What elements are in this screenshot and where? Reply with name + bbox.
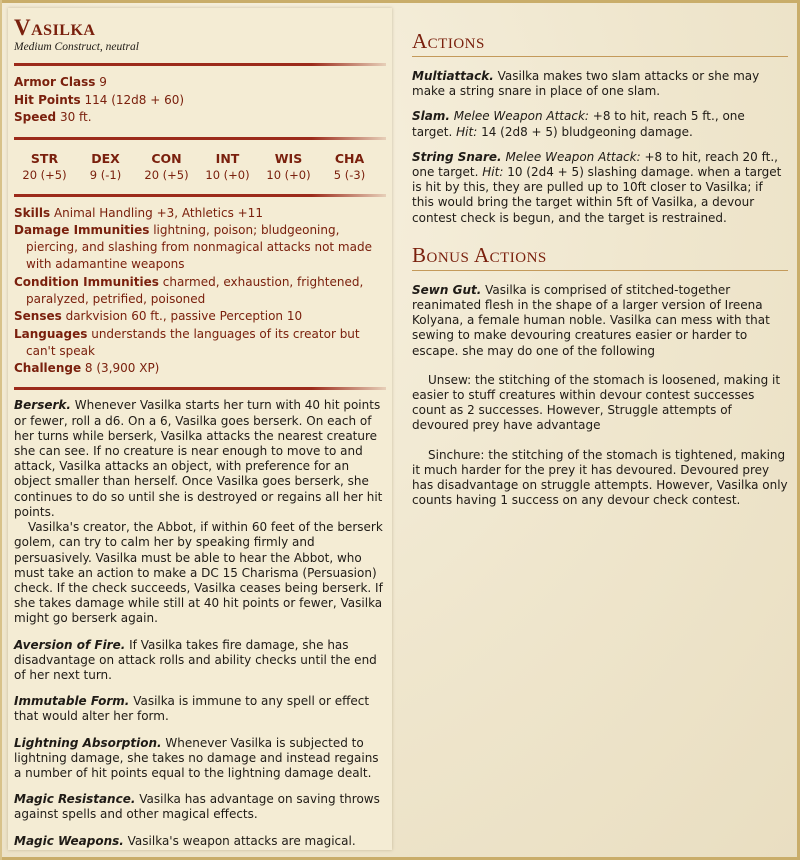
trait-lightning-absorption [14,736,386,782]
trait-extra: Vasilka's creator, the Abbot, if within 60 feet of the berserk golem, can try to calm her by speaking firmly and persuasively. Vasilka must be able to hear the Abbot, who must take an action to make a DC 15 Charisma (Persuasion) check. If the check succeeds, Vasilka ceases being berserk. If she takes damage while still at 40 hit points or fewer, Vasilka might go berserk again. [14,520,383,626]
trait-name: Magic Weapons. [14,833,124,848]
action-name: Multiattack. [412,69,494,83]
trait-name: Aversion of Fire. [14,637,126,652]
action-name: String Snare. [412,149,502,164]
challenge-value: 8 (3,900 XP) [84,361,160,376]
trait-immutable-form [14,694,386,724]
bonus-sewn-gut [412,283,788,359]
armor-class [14,74,386,92]
skills-label: Skills [14,205,51,220]
actions-heading: Actions [412,29,485,53]
heading-rule [412,270,788,271]
condition-immunities-value: charmed, exhaustion, frightened, paralyzed, petrified, poisoned [26,274,364,306]
frame-top-border [0,0,800,3]
hit-label: Hit: [482,165,504,180]
languages-value: understands the languages of its creator but can't speak [26,326,360,358]
bonus-sinchure: Sinchure: the stitching of the stomach is tightened, making it much harder for the prey it has devoured. Devoured prey has disadvantage on struggle attempts. However, Vasilka only counts having 1 success on any devour check contest. [412,447,788,508]
trait-text: If Vasilka takes fire damage, she has disadvantage on attack rolls and ability checks until the end of her next turn. [14,637,377,682]
ability-score: 20 (+5) [22,167,67,182]
condition-immunities-label: Condition Immunities [14,274,159,289]
trait-berserk [14,398,386,626]
hit-points-value: 114 (12d8 + 60) [84,92,185,107]
bonus-unsew: Unsew: the stitching of the stomach is loosened, making it easier to stuff creatures within devour contest successes count as 2 successes. However, Struggle attempts of devoured prey have advantage [412,372,781,433]
hit-details: 14 (2d8 + 5) bludgeoning damage. [481,124,693,139]
trait-text: Whenever Vasilka is subjected to lightning damage, she takes no damage and instead regains a number of hit points equal to the lightning damage dealt. [14,735,379,780]
ability-key: CON [151,150,182,166]
damage-immunities-label: Damage Immunities [14,222,150,237]
trait-text: Vasilka is immune to any spell or effect that would alter her form. [14,694,370,724]
action-string-snare [412,150,788,226]
hit-details: 10 (2d4 + 5) slashing damage. when a target is hit by this, they are pulled up to 10ft closer to Vasilka; if this would bring the target within 5ft of Vasilka, a devour contest check is begun, and the target is restrained. [412,165,782,225]
ability-key: DEX [91,150,120,166]
action-name: Slam. [412,109,450,124]
ability-key: INT [215,150,240,166]
divider [14,387,386,390]
senses-label: Senses [14,309,62,324]
damage-immunities-value: lightning, poison; bludgeoning, piercing, and slashing from nonmagical attacks not made with adamantine weapons [26,222,372,272]
divider [14,194,386,197]
condition-immunities [14,274,386,309]
trait-name: Magic Resistance. [14,792,136,807]
speed-value: 30 ft. [59,110,92,124]
trait-magic-weapons [14,834,386,849]
trait-name: Immutable Form. [14,694,130,709]
ability-score: 10 (+0) [205,167,250,182]
divider [14,137,386,140]
skills [14,205,386,222]
attack-type: Melee Weapon Attack: [453,109,589,124]
ability-key: STR [30,150,59,166]
trait-text: Whenever Vasilka starts her turn with 40 hit points or fewer, roll a d6. On a 6, Vasilka goes berserk. On each of her turns while berserk, Vasilka attacks the nearest creature she can see. If no creature is near enough to move to and attack, Vasilka attacks an object, with preference for an object smaller than herself. Once Vasilka goes berserk, she continues to do so until she is destroyed or regains all her hit points. [14,398,383,519]
action-multiattack [412,69,788,99]
heading-rule [412,56,788,57]
challenge [14,360,386,377]
ability-score: 9 (-1) [89,167,122,182]
damage-immunities [14,222,386,274]
monster-name: Vasilka [14,15,96,40]
ability-key: WIS [274,150,303,166]
trait-text: Vasilka has advantage on saving throws against spells and other magical effects. [14,792,380,822]
divider [14,63,386,66]
attack-type: Melee Weapon Attack: [505,149,641,164]
ability-cha [319,150,380,184]
speed [14,109,386,127]
trait-name: Lightning Absorption. [14,735,162,750]
ability-str [14,150,75,184]
right-column [412,30,788,508]
bonus-actions-heading: Bonus Actions [412,242,547,267]
ability-dex [75,150,136,184]
frame-left-border [0,0,2,860]
trait-aversion-of-fire [14,638,386,684]
ability-score: 5 (-3) [333,167,366,182]
ability-score: 10 (+0) [266,167,311,182]
bonus-text: Vasilka is comprised of stitched-together reanimated flesh in the shape of a larger version of Ireena Kolyana, a female human noble. Vasilka can mess with that sewing to make devouring creatures easier or harder to escape. she may do one of the following [412,282,770,358]
hit-label: Hit: [456,124,478,139]
languages-label: Languages [14,326,88,341]
action-slam [412,109,788,139]
skills-value: Animal Handling +3, Athletics +11 [53,205,263,220]
ability-con [136,150,197,184]
bonus-name: Sewn Gut. [412,282,482,297]
ability-score: 20 (+5) [144,167,189,182]
armor-class-value: 9 [99,75,107,89]
action-text: Vasilka makes two slam attacks or she may make a string snare in place of one slam. [412,69,760,99]
languages [14,326,386,361]
stat-block [8,8,392,850]
armor-class-label: Armor Class [14,75,96,89]
ability-key: CHA [334,150,365,166]
trait-name: Berserk. [14,398,71,413]
monster-type: Medium Construct, neutral [14,41,139,53]
hit-points-label: Hit Points [14,92,81,107]
senses-value: darkvision 60 ft., passive Perception 10 [65,309,303,324]
trait-text: Vasilka's weapon attacks are magical. [127,833,356,848]
speed-label: Speed [14,110,57,124]
trait-magic-resistance [14,792,386,822]
ability-scores [14,148,386,184]
senses [14,308,386,325]
attack-details: +8 to hit, reach 20 ft., one target. [412,149,778,180]
hit-points [14,92,386,110]
ability-int [197,150,258,184]
challenge-label: Challenge [14,361,82,376]
attack-details: +8 to hit, reach 5 ft., one target. [412,109,745,139]
ability-wis [258,150,319,184]
